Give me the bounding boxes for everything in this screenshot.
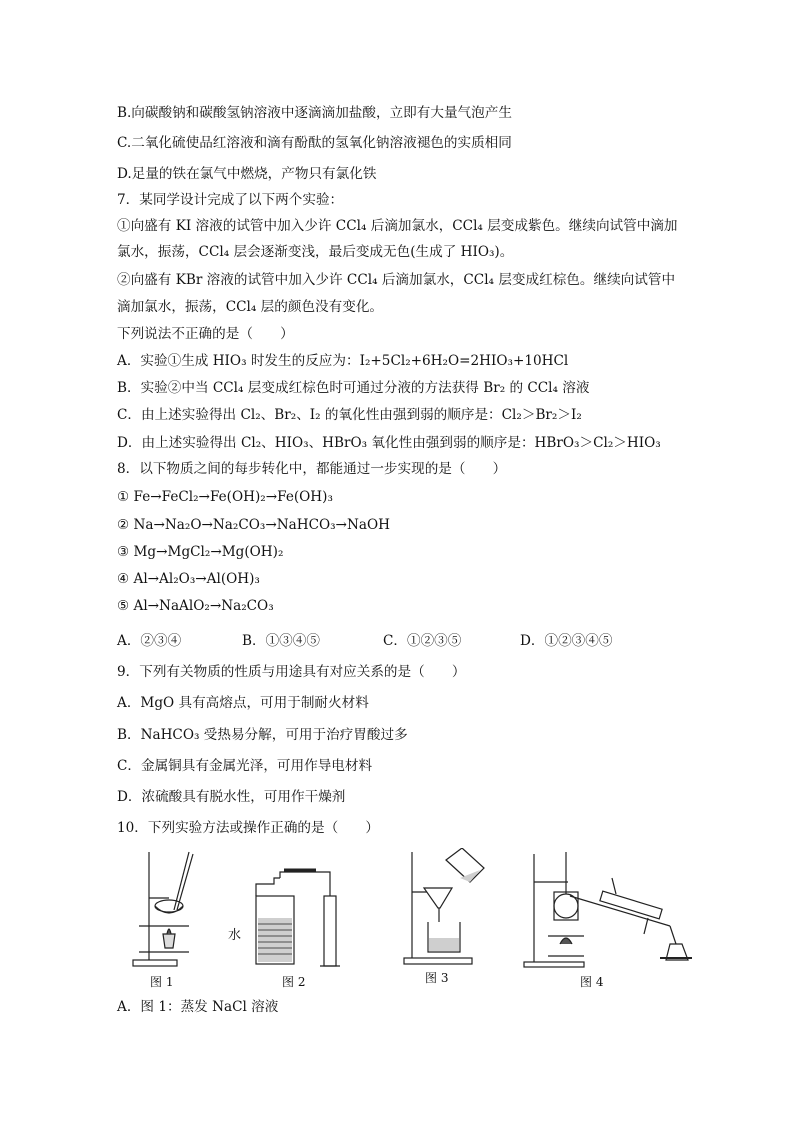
figure-2-caption: 图 2 <box>282 975 306 989</box>
q8-stem: 8．以下物质之间的每步转化中，都能通过一步实现的是（ ） <box>117 461 507 477</box>
q6-option-b: B.向碳酸钠和碳酸氢钠溶液中逐滴滴加盐酸，立即有大量气泡产生 <box>117 105 512 121</box>
q8-option-b: B．①③④⑤ <box>242 633 320 649</box>
q7-option-b: B．实验②中当 CCl₄ 层变成红棕色时可通过分液的方法获得 Br₂ 的 CCl₄ 溶液 <box>117 380 590 396</box>
q6-option-d: D.足量的铁在氯气中燃烧，产物只有氯化铁 <box>117 166 377 182</box>
q7-experiment-2-line2: 滴加氯水，振荡，CCl₄ 层的颜色没有变化。 <box>117 299 384 315</box>
figure-3-caption: 图 3 <box>425 971 449 985</box>
q8-item-2: ② Na→Na₂O→Na₂CO₃→NaHCO₃→NaOH <box>117 517 390 533</box>
q9-option-c: C．金属铜具有金属光泽，可用作导电材料 <box>117 758 373 774</box>
figure-1-caption: 图 1 <box>150 975 174 989</box>
q9-option-b: B．NaHCO₃ 受热易分解，可用于治疗胃酸过多 <box>117 727 408 743</box>
figure-1-evaporation-apparatus <box>127 848 205 970</box>
q7-experiment-1-line1: ①向盛有 KI 溶液的试管中加入少许 CCl₄ 后滴加氯水，CCl₄ 层变成紫色。继续向试管中滴加 <box>117 218 678 234</box>
q8-item-5: ⑤ Al→NaAlO₂→Na₂CO₃ <box>117 598 274 614</box>
figure-2-gas-collection-apparatus <box>244 868 344 970</box>
q9-option-a: A．MgO 具有高熔点，可用于制耐火材料 <box>117 695 369 711</box>
figure-4-caption: 图 4 <box>580 975 604 989</box>
figure-3-filtration-apparatus <box>400 848 496 968</box>
q9-stem: 9．下列有关物质的性质与用途具有对应关系的是（ ） <box>117 664 466 680</box>
q8-item-1: ① Fe→FeCl₂→Fe(OH)₂→Fe(OH)₃ <box>117 489 333 505</box>
q10-stem: 10．下列实验方法或操作正确的是（ ） <box>117 820 379 836</box>
q8-item-4: ④ Al→Al₂O₃→Al(OH)₃ <box>117 571 260 587</box>
q7-experiment-1-line2: 氯水，振荡，CCl₄ 层会逐渐变浅，最后变成无色(生成了 HIO₃)。 <box>117 244 514 260</box>
q6-option-c: C.二氧化硫使品红溶液和滴有酚酞的氢氧化钠溶液褪色的实质相同 <box>117 135 512 151</box>
q7-option-a: A．实验①生成 HIO₃ 时发生的反应为：I₂+5Cl₂+6H₂O=2HIO₃+10HCl <box>117 353 569 369</box>
q7-stem: 7．某同学设计完成了以下两个实验： <box>117 192 344 208</box>
q7-question: 下列说法不正确的是（ ） <box>117 326 294 342</box>
q7-option-c: C．由上述实验得出 Cl₂、Br₂、I₂ 的氧化性由强到弱的顺序是：Cl₂＞Br₂＞I₂ <box>117 407 582 423</box>
q8-item-3: ③ Mg→MgCl₂→Mg(OH)₂ <box>117 544 284 560</box>
q8-option-d: D．①②③④⑤ <box>520 633 613 649</box>
water-label: 水 <box>228 928 242 943</box>
q7-experiment-2-line1: ②向盛有 KBr 溶液的试管中加入少许 CCl₄ 后滴加氯水，CCl₄ 层变成红棕色。继续向试管中 <box>117 272 676 288</box>
q9-option-d: D．浓硫酸具有脱水性，可用作干燥剂 <box>117 789 346 805</box>
q8-option-a: A．②③④ <box>117 633 182 649</box>
q7-option-d: D．由上述实验得出 Cl₂、HIO₃、HBrO₃ 氧化性由强到弱的顺序是：HBrO₃＞Cl₂＞HIO₃ <box>117 435 661 451</box>
q8-option-c: C．①②③⑤ <box>383 633 462 649</box>
q10-option-a: A．图 1：蒸发 NaCl 溶液 <box>117 999 279 1015</box>
figure-4-distillation-apparatus <box>520 848 696 970</box>
